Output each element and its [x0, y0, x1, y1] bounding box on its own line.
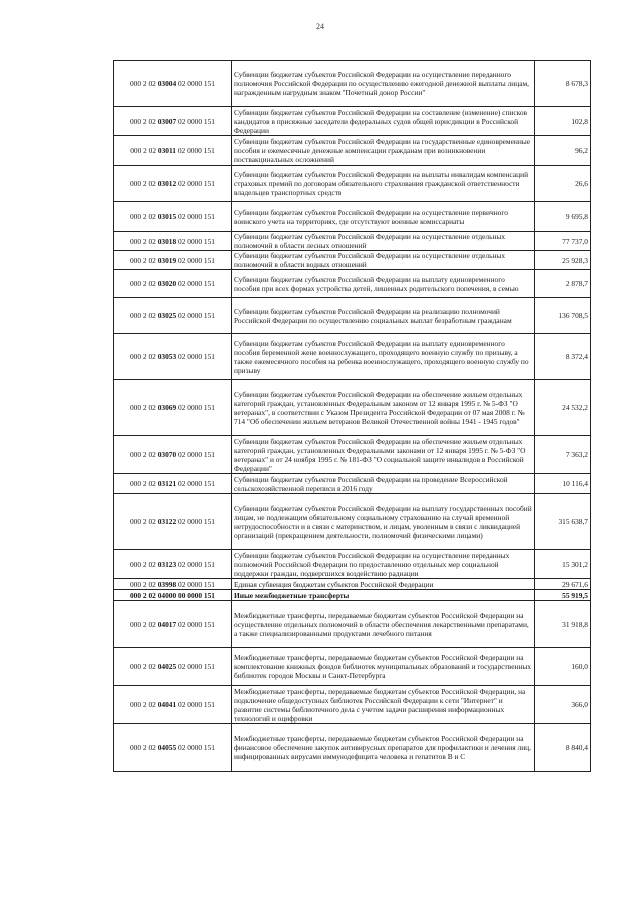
- item-amount: 136 708,5: [535, 298, 591, 334]
- item-amount: 15 301,2: [535, 550, 591, 579]
- item-amount: 160,0: [535, 648, 591, 686]
- item-amount: 55 919,5: [535, 590, 591, 601]
- code-group: 03069: [157, 403, 177, 412]
- budget-code: [114, 136, 232, 166]
- code-prefix: 000 2 02: [129, 352, 158, 361]
- code-group: 03019: [157, 255, 177, 265]
- code-group: 03012: [157, 179, 177, 188]
- code-suffix: 02 0000 151: [176, 116, 215, 126]
- item-amount: 96,2: [535, 136, 591, 166]
- table-row: [114, 334, 591, 380]
- code-group: 03018: [157, 236, 177, 246]
- code-prefix: 000 2 02: [129, 590, 158, 600]
- code-group: 04055: [157, 743, 177, 752]
- code-suffix: 02 0000 151: [176, 743, 215, 752]
- item-amount: 29 671,6: [535, 579, 591, 590]
- budget-code: [114, 724, 232, 772]
- budget-code: [114, 686, 232, 724]
- code-group: 03123: [157, 559, 177, 569]
- code-prefix: 000 2 02: [129, 179, 158, 188]
- item-description: Единая субвенция бюджетам субъектов Российской Федерации: [232, 579, 535, 590]
- item-description: Субвенции бюджетам субъектов Российской Федерации на обеспечение жильем отдельных категорий граждан, установленных Федеральным законом от 12 января 1995 г. № 5-ФЗ "О ветеранах", в соответствии с Указом Президента Российской Федерации от 07 мая 2008 г. № 714 "Об обеспечении жильем ветеранов Великой Отечественной войны 1941 - 1945 годов": [232, 380, 535, 436]
- item-description: Межбюджетные трансферты, передаваемые бюджетам субъектов Российской Федерации на комплектование книжных фондов библиотек муниципальных образований и государственных библиотек городов Москвы и Санкт-Петербурга: [232, 648, 535, 686]
- table-row: [114, 107, 591, 136]
- budget-code: [114, 601, 232, 648]
- code-group: 03070: [157, 450, 177, 459]
- code-group: 03007: [157, 116, 177, 126]
- item-amount: 26,6: [535, 166, 591, 202]
- code-group: 03011: [157, 146, 176, 155]
- budget-table: [113, 60, 591, 772]
- code-suffix: 02 0000 151: [176, 662, 215, 671]
- code-suffix: 00 0000 151: [176, 590, 215, 600]
- code-prefix: 000 2 02: [129, 559, 158, 569]
- code-group: 03015: [157, 212, 177, 221]
- item-amount: 10 116,4: [535, 474, 591, 494]
- code-group: 03004: [157, 79, 177, 88]
- item-amount: 102,8: [535, 107, 591, 136]
- code-prefix: 000 2 02: [129, 700, 158, 709]
- table-row: [114, 579, 591, 590]
- item-description: Межбюджетные трансферты, передаваемые бюджетам субъектов Российской Федерации на осуществление отдельных полномочий в области обеспечения лекарственными препаратами, а также специализированными продуктами лечебного питания: [232, 601, 535, 648]
- code-prefix: 000 2 02: [129, 450, 158, 459]
- item-description: Межбюджетные трансферты, передаваемые бюджетам субъектов Российской Федерации, на подключение общедоступных библиотек Российской Федерации к сети "Интернет" и развитие системы библиотечного дела с учетом задачи расширения информационных технологий и оцифровки: [232, 686, 535, 724]
- code-group: 04041: [157, 700, 177, 709]
- item-amount: 2 878,7: [535, 270, 591, 298]
- item-amount: 8 840,4: [535, 724, 591, 772]
- page-number: 24: [316, 22, 324, 31]
- code-group: 03121: [157, 479, 177, 488]
- table-row: [114, 474, 591, 494]
- code-suffix: 02 0000 151: [176, 517, 215, 526]
- table-row: [114, 436, 591, 474]
- budget-code: [114, 648, 232, 686]
- item-description: Субвенции бюджетам субъектов Российской Федерации на осуществление первичного воинского учета на территориях, где отсутствуют военные комиссариаты: [232, 202, 535, 232]
- table-row: [114, 298, 591, 334]
- item-description: Субвенции бюджетам субъектов Российской Федерации на осуществление отдельных полномочий в области лесных отношений: [232, 232, 535, 251]
- table-row: [114, 601, 591, 648]
- code-prefix: 000 2 02: [129, 79, 158, 88]
- budget-code: [114, 107, 232, 136]
- item-description: Субвенции бюджетам субъектов Российской Федерации на выплату единовременного пособия при всех формах устройства детей, лишенных родительского попечения, в семью: [232, 270, 535, 298]
- code-prefix: 000 2 02: [129, 619, 158, 629]
- code-suffix: 02 0000 151: [176, 179, 215, 188]
- budget-code: [114, 590, 232, 601]
- code-suffix: 02 0000 151: [176, 212, 215, 221]
- code-prefix: 000 2 02: [129, 517, 158, 526]
- budget-code: [114, 298, 232, 334]
- code-suffix: 02 0000 151: [176, 559, 215, 569]
- budget-code: [114, 61, 232, 107]
- budget-code: [114, 202, 232, 232]
- table-row: [114, 270, 591, 298]
- item-description: Субвенции бюджетам субъектов Российской Федерации на осуществление отдельных полномочий в области водных отношений: [232, 251, 535, 270]
- item-amount: 8 678,3: [535, 61, 591, 107]
- item-amount: 8 372,4: [535, 334, 591, 380]
- table-row: [114, 61, 591, 107]
- code-group: 03122: [157, 517, 177, 526]
- item-amount: 77 737,0: [535, 232, 591, 251]
- code-suffix: 02 0000 151: [176, 403, 215, 412]
- budget-code: [114, 474, 232, 494]
- table-row: [114, 648, 591, 686]
- item-description: Субвенции бюджетам субъектов Российской Федерации на выплату государственных пособий лицам, не подлежащим обязательному социальному страхованию на случай временной нетрудоспособности и в связи с материнством, и лицам, уволенным в связи с ликвидацией организаций (прекращением деятельности, полномочий физическими лицами): [232, 494, 535, 550]
- table-row: [114, 166, 591, 202]
- code-suffix: 02 0000 151: [176, 279, 215, 288]
- table-row: [114, 724, 591, 772]
- code-suffix: 02 0000 151: [176, 619, 215, 629]
- code-prefix: 000 2 02: [129, 116, 158, 126]
- code-group: 03053: [157, 352, 177, 361]
- code-prefix: 000 2 02: [129, 479, 158, 488]
- table-row: [114, 380, 591, 436]
- item-description: Субвенции бюджетам субъектов Российской Федерации на государственные единовременные пособия и ежемесячные денежные компенсации гражданам при возникновении поствакцинальных осложнений: [232, 136, 535, 166]
- code-group: 03998: [157, 579, 177, 589]
- code-prefix: 000 2 02: [129, 212, 158, 221]
- code-suffix: 02 0000 151: [176, 311, 215, 320]
- budget-code: [114, 166, 232, 202]
- budget-code: [114, 579, 232, 590]
- item-amount: 366,0: [535, 686, 591, 724]
- code-prefix: 000 2 02: [129, 662, 158, 671]
- code-suffix: 02 0000 151: [175, 146, 215, 155]
- item-description: Иные межбюджетные трансферты: [232, 590, 535, 601]
- code-suffix: 02 0000 151: [176, 479, 215, 488]
- budget-code: [114, 494, 232, 550]
- table-row: [114, 686, 591, 724]
- table-row: [114, 550, 591, 579]
- code-suffix: 02 0000 151: [176, 579, 215, 589]
- code-suffix: 02 0000 151: [176, 352, 215, 361]
- code-prefix: 000 2 02: [129, 311, 158, 320]
- item-description: Субвенции бюджетам субъектов Российской Федерации на осуществление переданного полномочия Российской Федерации по осуществлению ежегодной денежной выплаты лицам, награжденным нагрудным знаком "Почетный донор России": [232, 61, 535, 107]
- item-amount: 24 532,2: [535, 380, 591, 436]
- code-prefix: 000 2 02: [129, 743, 158, 752]
- budget-code: [114, 232, 232, 251]
- table-row: [114, 136, 591, 166]
- budget-code: [114, 270, 232, 298]
- item-description: Субвенции бюджетам субъектов Российской Федерации на реализацию полномочий Российской Федерации по осуществлению социальных выплат безработным гражданам: [232, 298, 535, 334]
- budget-code: [114, 380, 232, 436]
- item-amount: 25 928,3: [535, 251, 591, 270]
- code-prefix: 000 2 02: [129, 403, 158, 412]
- item-amount: 315 638,7: [535, 494, 591, 550]
- item-description: Субвенции бюджетам субъектов Российской Федерации на выплаты инвалидам компенсаций страховых премий по договорам обязательного страхования гражданской ответственности владельцев транспортных средств: [232, 166, 535, 202]
- table-row: [114, 232, 591, 251]
- budget-code: [114, 251, 232, 270]
- table-row: [114, 251, 591, 270]
- code-suffix: 02 0000 151: [176, 236, 215, 246]
- code-group: 04025: [157, 662, 177, 671]
- code-prefix: 000 2 02: [129, 236, 158, 246]
- item-amount: 31 918,8: [535, 601, 591, 648]
- budget-code: [114, 436, 232, 474]
- item-description: Межбюджетные трансферты, передаваемые бюджетам субъектов Российской Федерации на финансовое обеспечение закупок антивирусных препаратов для профилактики и лечения лиц, инфицированных вирусами иммунодефицита человека и гепатитов В и С: [232, 724, 535, 772]
- item-description: Субвенции бюджетам субъектов Российской Федерации на выплату единовременного пособия беременной жене военнослужащего, проходящего военную службу по призыву, а также ежемесячного пособия на ребенка военнослужащего, проходящего военную службу по призыву: [232, 334, 535, 380]
- code-group: 03025: [157, 311, 177, 320]
- item-description: Субвенции бюджетам субъектов Российской Федерации на осуществление переданных полномочий Российской Федерации по предоставлению отдельных мер социальной поддержки граждан, подвергшихся воздействию радиации: [232, 550, 535, 579]
- code-suffix: 02 0000 151: [176, 79, 215, 88]
- code-suffix: 02 0000 151: [176, 450, 215, 459]
- code-prefix: 000 2 02: [129, 279, 158, 288]
- code-prefix: 000 2 02: [130, 146, 158, 155]
- code-suffix: 02 0000 151: [176, 255, 215, 265]
- code-prefix: 000 2 02: [129, 579, 158, 589]
- budget-code: [114, 550, 232, 579]
- code-group: 04000: [157, 590, 177, 600]
- table-row: [114, 590, 591, 601]
- item-description: Субвенции бюджетам субъектов Российской Федерации на обеспечение жильем отдельных категорий граждан, установленных Федеральными законами от 12 января 1995 г. № 5-ФЗ "О ветеранах" и от 24 ноября 1995 г. № 181-ФЗ "О социальной защите инвалидов в Российской Федерации": [232, 436, 535, 474]
- item-description: Субвенции бюджетам субъектов Российской Федерации на составление (изменение) списков кандидатов в присяжные заседатели федеральных судов общей юрисдикции в Российской Федерации: [232, 107, 535, 136]
- table-row: [114, 494, 591, 550]
- table-row: [114, 202, 591, 232]
- item-amount: 7 363,2: [535, 436, 591, 474]
- item-amount: 9 695,8: [535, 202, 591, 232]
- code-suffix: 02 0000 151: [176, 700, 215, 709]
- item-description: Субвенции бюджетам субъектов Российской Федерации на проведение Всероссийской сельскохозяйственной переписи в 2016 году: [232, 474, 535, 494]
- code-prefix: 000 2 02: [129, 255, 158, 265]
- budget-code: [114, 334, 232, 380]
- code-group: 03020: [157, 279, 177, 288]
- code-group: 04017: [157, 619, 177, 629]
